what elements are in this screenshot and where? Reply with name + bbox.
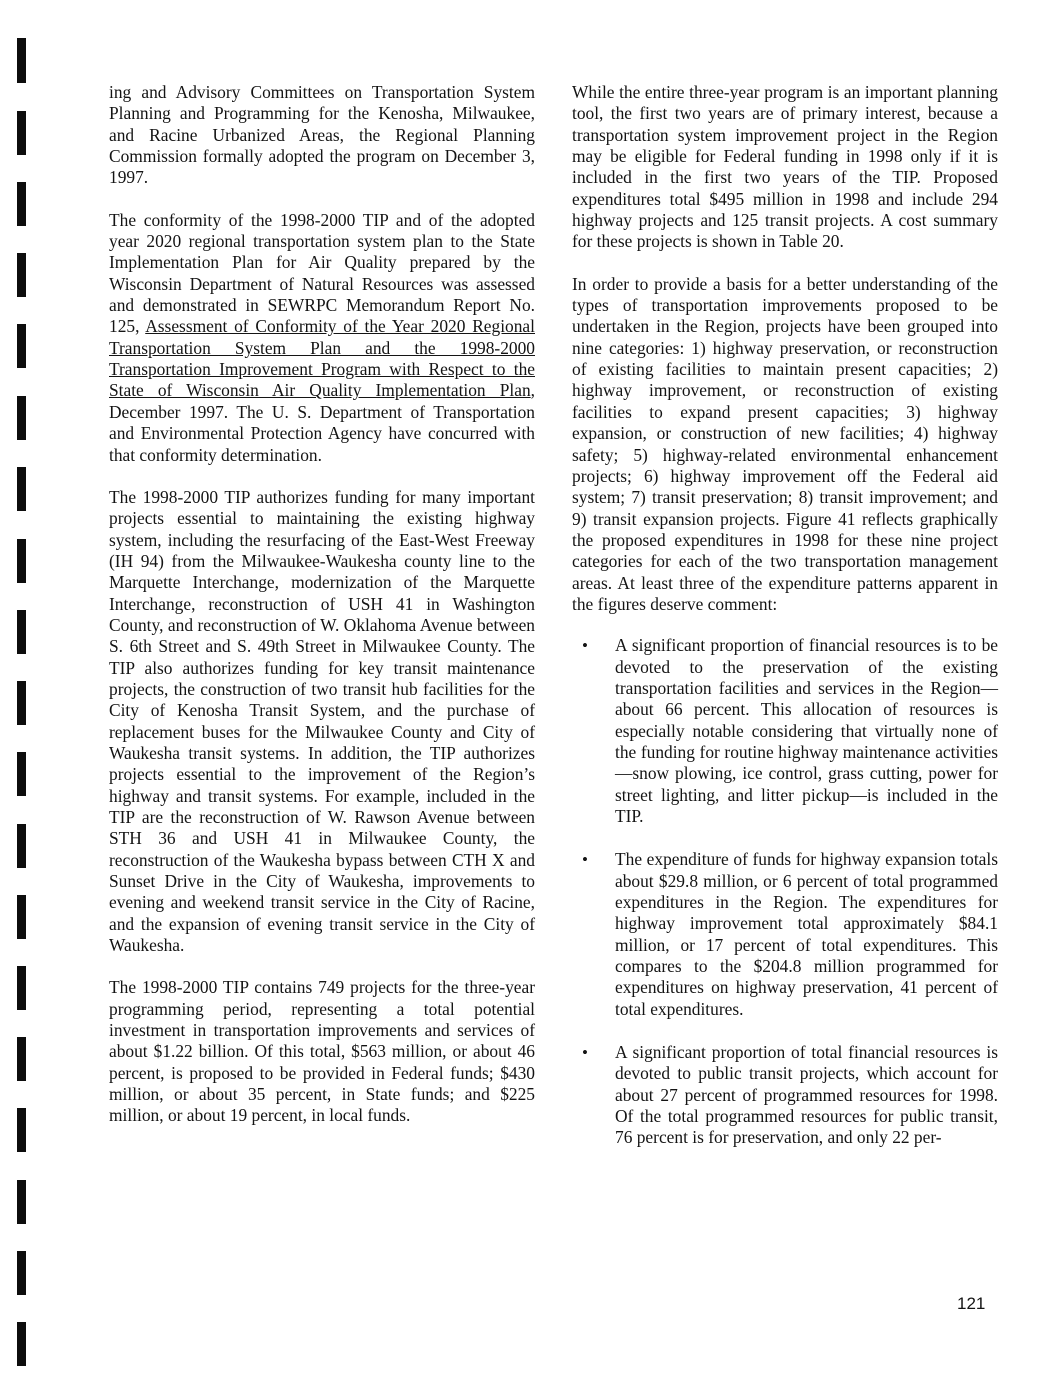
- binding-mark: [17, 824, 26, 868]
- bullet-icon: •: [582, 1043, 588, 1063]
- binding-mark: [17, 1322, 26, 1366]
- binding-mark: [17, 895, 26, 939]
- right-paragraph-2: In order to provide a basis for a better understanding of the types of transportation improvements proposed to be undertaken in the Region, projects have been grouped into nine categories: 1) highway preservation, or reconstruction of existing facilities to maintain present capacities; 2) highway improvement, or reconstruction of existing facilities to expand present capacities; 3) highway expansion, or construction of new facilities; 4) highway safety; 5) highway-related environmental enhancement projects; 6) highway improvement off the Federal aid system; 7) transit preservation; 8) transit improvement; and 9) transit expansion projects. Figure 41 reflects graphically the proposed expenditures in 1998 for these nine project categories for each of the two transportation management areas. At least three of the expenditure patterns apparent in the figures deserve comment:: [572, 273, 998, 614]
- left-paragraph-2: [109, 210, 535, 466]
- binding-mark: [17, 1108, 26, 1152]
- list-item: [572, 1042, 998, 1149]
- scan-binding-marks: [0, 0, 30, 1380]
- binding-mark: [17, 467, 26, 511]
- left-paragraph-1: ing and Advisory Committees on Transportation System Planning and Programming for the Kenosha, Milwaukee, and Racine Urbanized Areas, the Regional Planning Commission formally adopted the program on December 3, 1997.: [109, 82, 535, 188]
- right-paragraph-1: While the entire three-year program is an important planning tool, the first two years are of primary interest, because a transportation system improvement project in the Region may be eligible for Federal funding in 1998 only if it is included in the first two years of the TIP. Proposed expenditures total $495 million in 1998 and include 294 highway projects and 125 transit projects. A cost summary for these projects is shown in Table 20.: [572, 82, 998, 252]
- binding-mark: [17, 324, 26, 368]
- conformity-text-intro: The conformity of the 1998-2000 TIP and of the adopted year 2020 regional transportation system plan to the State Implementation Plan for Air Quality prepared by the Wisconsin Department of Natural Resources was assessed and demonstrated in SEWRPC Memorandum Report No. 125,: [109, 209, 535, 337]
- binding-mark: [17, 681, 26, 725]
- binding-mark: [17, 1180, 26, 1224]
- binding-mark: [17, 752, 26, 796]
- list-item-text: A significant proportion of financial resources is to be devoted to the preservation of the existing transportation facilities and services in the Region—about 66 percent. This allocation of resources is especially notable considering that virtually none of the funding for routine highway maintenance activities—snow plowing, ice control, grass cutting, power for street lighting, and litter pickup—is included in the TIP.: [615, 635, 998, 826]
- bullet-icon: •: [582, 850, 588, 870]
- binding-mark: [17, 539, 26, 583]
- list-item-text: The expenditure of funds for highway expansion totals about $29.8 million, or 6 percent of total programmed expenditures in the Region. The expenditures for highway improvement total approximately $84.1 million, or 17 percent of total expenditures. This compares to the $204.8 million programmed for expenditures on highway preservation, 41 percent of total expenditures.: [615, 849, 998, 1019]
- binding-mark: [17, 396, 26, 440]
- list-item: [572, 849, 998, 1020]
- conformity-text-outro: , December 1997. The U. S. Department of Transportation and Environmental Protection Agency have concurred with that conformity determination.: [109, 380, 535, 465]
- expenditure-pattern-list: [572, 635, 998, 1149]
- binding-mark: [17, 253, 26, 297]
- binding-mark: [17, 1037, 26, 1081]
- page-number: 121: [957, 1294, 986, 1313]
- list-item: [572, 635, 998, 827]
- binding-mark: [17, 1251, 26, 1295]
- binding-mark: [17, 610, 26, 654]
- report-title: Assessment of Conformity of the Year 2020 Regional Transportation System Plan and the 1998-2000 Transportation Improvement Program with Respect to the State of Wisconsin Air Quality Implementation Plan: [109, 316, 535, 401]
- left-column: [109, 82, 535, 1127]
- left-paragraph-3: The 1998-2000 TIP authorizes funding for many important projects essential to maintaining the existing highway system, including the resurfacing of the East-West Freeway (IH 94) from the Milwaukee-Waukesha county line to the Marquette Interchange, modernization of the Marquette Interchange, reconstruction of USH 41 in Washington County, and reconstruction of W. Oklahoma Avenue between S. 6th Street and S. 49th Street in Milwaukee County. The TIP also authorizes funding for key transit maintenance projects, the construction of two transit hub facilities for the City of Kenosha Transit System, and the purchase of replacement buses for the Milwaukee County and City of Waukesha transit systems. In addition, the TIP authorizes projects essential to the improvement of the Region’s highway and transit systems. For example, included in the TIP are the reconstruction of W. Rawson Avenue between STH 36 and USH 41 in Milwaukee County, the reconstruction of the Waukesha bypass between CTH X and Sunset Drive in the City of Waukesha, improvements to evening and weekend transit service in the City of Racine, and the expansion of evening transit service in the City of Waukesha.: [109, 486, 535, 956]
- right-column: [572, 82, 998, 1171]
- binding-mark: [17, 38, 26, 83]
- bullet-icon: •: [582, 636, 588, 656]
- binding-mark: [17, 966, 26, 1010]
- left-paragraph-4: The 1998-2000 TIP contains 749 projects for the three-year programming period, representing a total potential investment in transportation improvements and services of about $1.22 billion. Of this total, $563 million, or about 46 percent, is proposed to be provided in Federal funds; $430 million, or about 35 percent, in State funds; and $225 million, or about 19 percent, in local funds.: [109, 977, 535, 1126]
- binding-mark: [17, 111, 26, 155]
- list-item-text: A significant proportion of total financial resources is devoted to public transit projects, which account for about 27 percent of programmed resources for 1998. Of the total programmed resources for public transit, 76 percent is for preservation, and only 22 per-: [615, 1042, 998, 1148]
- binding-mark: [17, 182, 26, 226]
